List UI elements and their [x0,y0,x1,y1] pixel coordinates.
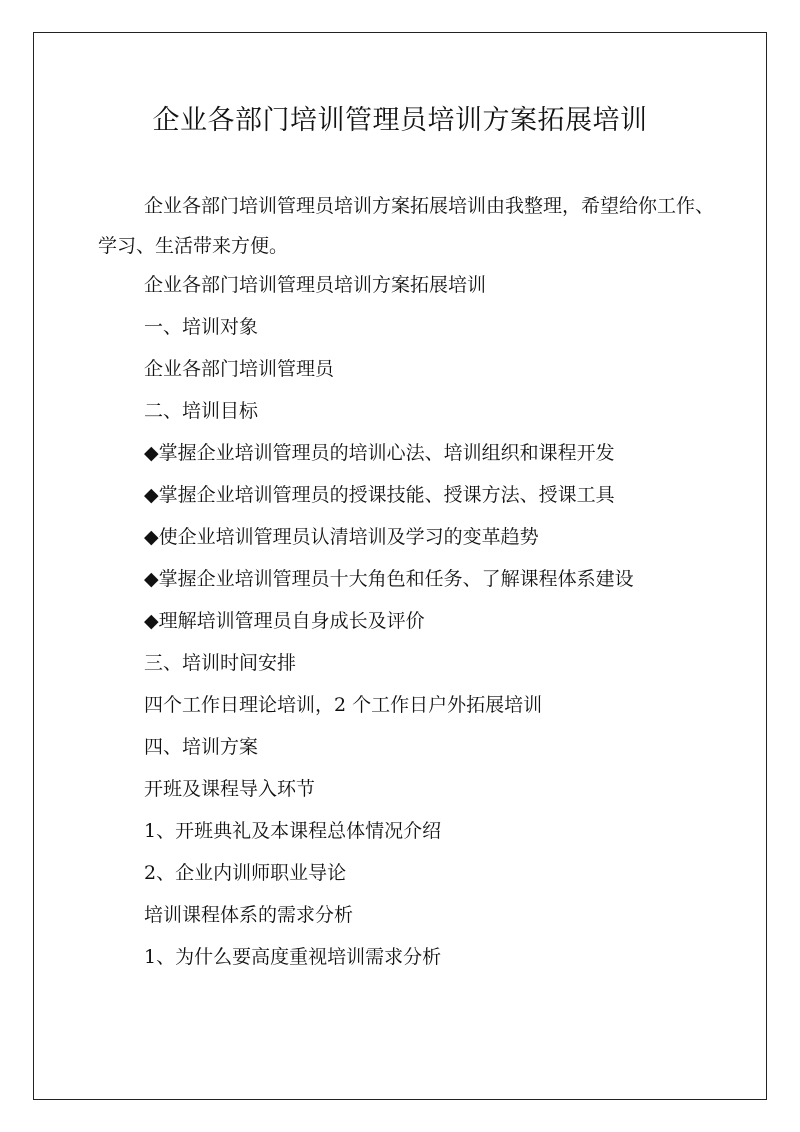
plan-item-1: 1、开班典礼及本课程总体情况介绍 [144,820,442,842]
goal-bullet-2: ◆掌握企业培训管理员的授课技能、授课方法、授课工具 [144,484,615,506]
goal-bullet-1: ◆掌握企业培训管理员的培训心法、培训组织和课程开发 [144,442,615,464]
plan-item-3: 1、为什么要高度重视培训需求分析 [144,946,442,968]
goal-bullet-5: ◆理解培训管理员自身成长及评价 [144,610,425,632]
goal-bullet-4: ◆掌握企业培训管理员十大角色和任务、了解课程体系建设 [144,568,634,590]
goal-bullet-3: ◆使企业培训管理员认清培训及学习的变革趋势 [144,526,539,548]
schedule-text: 四个工作日理论培训，2 个工作日户外拓展培训 [144,694,543,716]
intro-paragraph: 企业各部门培训管理员培训方案拓展培训由我整理，希望给你工作、学习、生活带来方便。 [98,195,715,257]
plan-subheading-1: 开班及课程导入环节 [144,778,316,800]
document-title: 企业各部门培训管理员培训方案拓展培训 [152,105,648,136]
section-heading-4: 四、培训方案 [144,736,259,758]
section-heading-2: 二、培训目标 [144,400,259,422]
plan-item-2: 2、企业内训师职业导论 [144,862,347,884]
plan-subheading-2: 培训课程体系的需求分析 [144,904,354,926]
section-heading-1: 一、培训对象 [144,316,259,338]
section-heading-3: 三、培训时间安排 [144,652,297,674]
training-target-text: 企业各部门培训管理员 [144,358,335,380]
subtitle-line: 企业各部门培训管理员培训方案拓展培训 [144,274,487,296]
